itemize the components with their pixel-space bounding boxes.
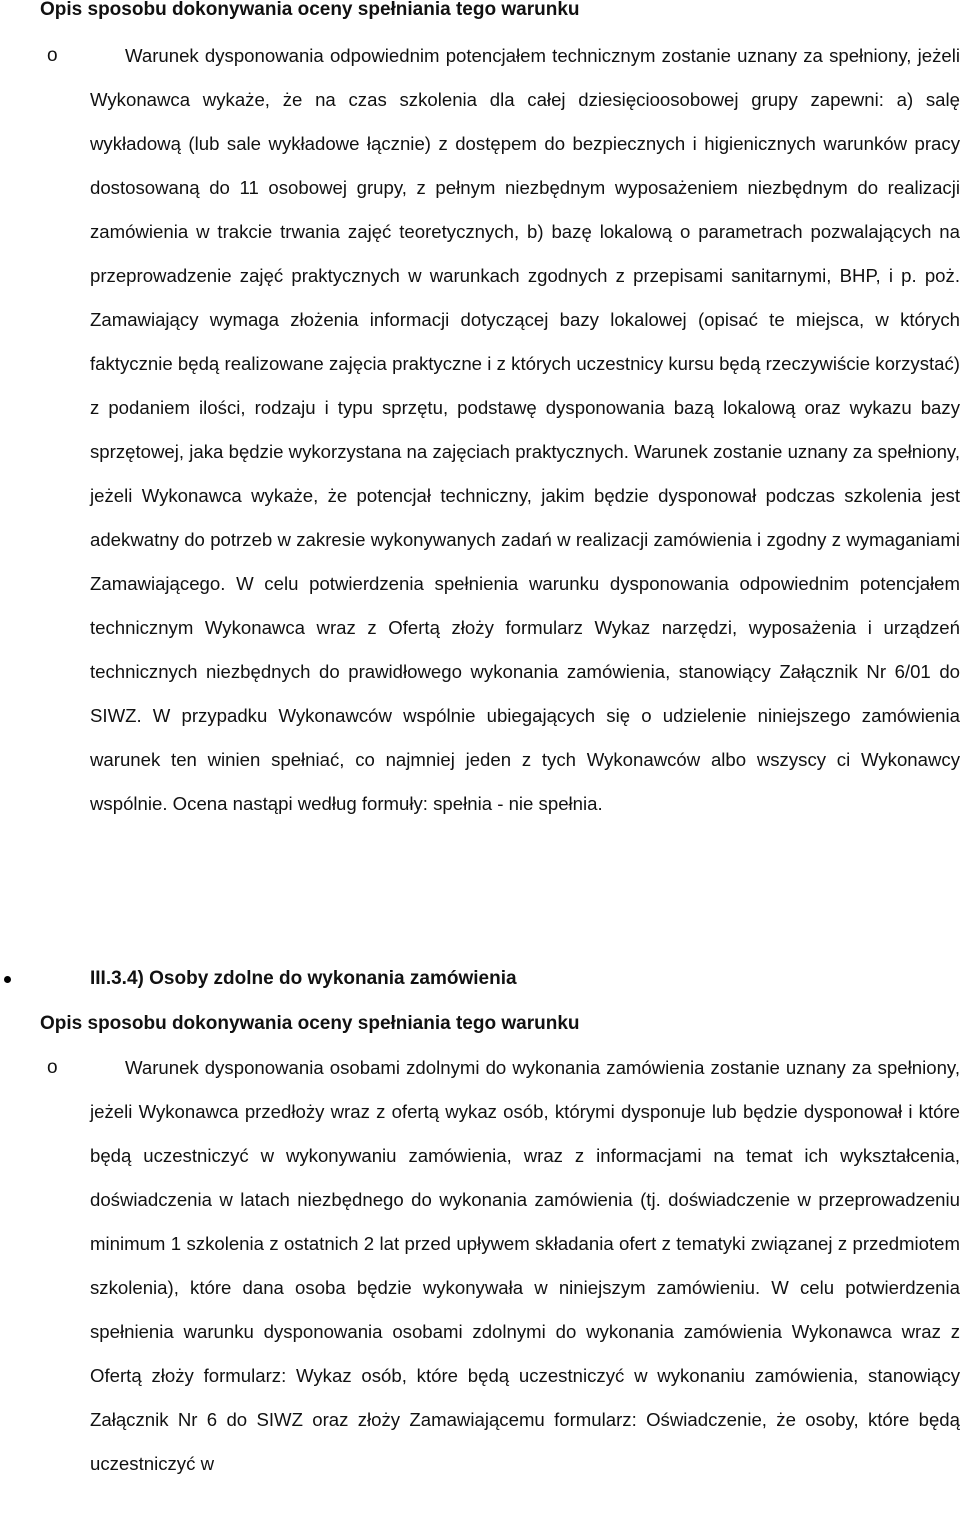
bullet-icon bbox=[4, 976, 11, 983]
list-marker: o bbox=[47, 1057, 58, 1078]
paragraph-text: Warunek dysponowania odpowiednim potencjałem technicznym zostanie uznany za spełniony, jeżeli Wykonawca wykaże, że na czas szkolenia dla całej dziesięcioosobowej grupy zapewni: a) salę wykładową (lub sale wykładowe łącznie) z dostępem do bezpiecznych i higienicznych warunków pracy dostosowaną do 11 osobowej grupy, z pełnym niezbędnym wyposażeniem niezbędnym do realizacji zamówienia w trakcie trwania zajęć teoretycznych, b) bazę lokalową o parametrach pozwalających na przeprowadzenie zajęć praktycznych w warunkach zgodnych z przepisami sanitarnymi, BHP, i p. poż. Zamawiający wymaga złożenia informacji dotyczącej bazy lokalowej (opisać te miejsca, w których faktycznie będą realizowane zajęcia praktyczne i z których uczestnicy kursu będą rzeczywiście korzystać) z podaniem ilości, rodzaju i typu sprzętu, podstawę dysponowania bazą lokalową oraz wykazu bazy sprzętowej, jaka będzie wykorzystana na zajęciach praktycznych. Warunek zostanie uznany za spełniony, jeżeli Wykonawca wykaże, że potencjał techniczny, jakim będzie dysponował podczas szkolenia jest adekwatny do potrzeb w zakresie wykonywanych zadań w realizacji zamówienia i zgodny z wymaganiami Zamawiającego. W celu potwierdzenia spełnienia warunku dysponowania odpowiednim potencjałem technicznym Wykonawca wraz z Ofertą złoży formularz Wykaz narzędzi, wyposażenia i urządzeń technicznych niezbędnych do prawidłowego wykonania zamówienia, stanowiący Załącznik Nr 6/01 do SIWZ. W przypadku Wykonawców wspólnie ubiegających się o udzielenie niniejszego zamówienia warunek ten winien spełniać, co najmniej jeden z tych Wykonawców albo wszyscy ci Wykonawcy wspólnie. Ocena nastąpi według formuły: spełnia - nie spełnia. bbox=[90, 45, 960, 814]
section-heading: Opis sposobu dokonywania oceny spełniania tego warunku bbox=[40, 1013, 580, 1034]
section-title: III.3.4) Osoby zdolne do wykonania zamówienia bbox=[90, 968, 517, 989]
section-heading: Opis sposobu dokonywania oceny spełniania tego warunku bbox=[40, 0, 580, 20]
list-marker: o bbox=[47, 45, 58, 66]
bullet-item-section bbox=[0, 966, 960, 992]
paragraph-text: Warunek dysponowania osobami zdolnymi do wykonania zamówienia zostanie uznany za spełniony, jeżeli Wykonawca przedłoży wraz z ofertą wykaz osób, którymi dysponuje lub będzie dysponował i które będą uczestniczyć w wykonywaniu zamówienia, wraz z informacjami na temat ich wykształcenia, doświadczenia w latach niezbędnego do wykonania zamówienia (tj. doświadczenie w przeprowadzeniu minimum 1 szkolenia z ostatnich 2 lat przed upływem składania ofert z tematyki związanej z przedmiotem szkolenia), które dana osoba będzie wykonywała w niniejszym zamówieniu. W celu potwierdzenia spełnienia warunku dysponowania osobami zdolnymi do wykonania zamówienia Wykonawca wraz z Ofertą złoży formularz: Wykaz osób, które będą uczestniczyć w wykonaniu zamówienia, stanowiący Załącznik Nr 6 do SIWZ oraz złoży Zamawiającemu formularz: Oświadczenie, że osoby, które będą uczestniczyć w bbox=[90, 1057, 960, 1474]
